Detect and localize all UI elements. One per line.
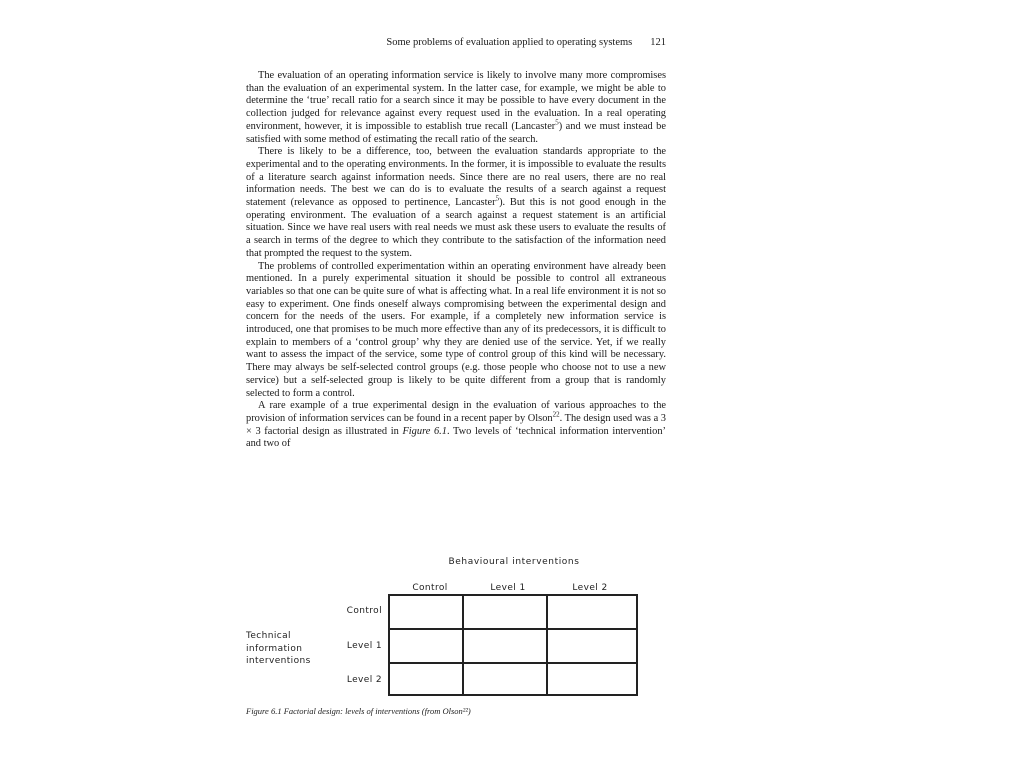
running-head xyxy=(246,36,666,50)
grid-cell xyxy=(463,595,547,629)
figure-reference: Figure 6.1 xyxy=(402,425,447,437)
column-header-level-1: Level 1 xyxy=(490,583,526,593)
side-label: Technical information interventions xyxy=(246,631,311,666)
row-label-control: Control xyxy=(346,606,382,616)
page-number: 121 xyxy=(650,37,666,48)
grid-cell xyxy=(547,629,637,663)
row-label-level-2: Level 2 xyxy=(346,675,382,685)
factorial-design-figure xyxy=(246,555,666,745)
column-header-level-2: Level 2 xyxy=(572,583,608,593)
paragraph-4: A rare example of a true experimental design in the evaluation of various approaches to the provision of information services can be found in a recent paper by Olson$^{22}$. The design used was a 3 × 3 factorial design as illustrated in Figure 6.1. Two levels of ‘technical information intervention’ and two of xyxy=(246,400,667,450)
grid-cell xyxy=(389,663,463,695)
paragraph-3: The problems of controlled experimentation within an operating environment have already been mentioned. In a purely experimental situation it should be possible to control all extraneous variables so that one can be quite sure of what is affecting what. In a real life environment it is not so easy to experiment. One finds oneself always compromising between the experimental design and concern for the needs of the users. For example, if a completely new information service is introduced, one that promises to be much more effective than any of its predecessors, it is difficult to explain to members of a ‘control group’ why they are denied use of the service. Yet, if we really want to assess the impact of the service, some type of control group of this kind will be necessary. There may always be self-selected control groups (e.g. those people who choose not to use a new service) but a self-selected group is likely to be quite different from a group that is randomly selected to form a control. xyxy=(246,260,666,399)
grid-cell xyxy=(463,629,547,663)
row-label-level-1: Level 1 xyxy=(346,641,382,651)
grid-cell xyxy=(547,595,637,629)
grid-cell xyxy=(389,595,463,629)
grid-cell xyxy=(389,629,463,663)
factorial-grid xyxy=(388,594,638,696)
paragraph-2: There is likely to be a difference, too, between the evaluation standards appropriate to the experimental and to the operating environments. In the former, it is impossible to evaluate the results of a literature search against information needs. Since there are no real users, there are no real information needs. The best we can do is to evaluate the results of a search against a request statement (relevance as opposed to pertinence, Lancaster$^5$). But this is not good enough in the operating environment. The evaluation of a search against a request statement is an artificial situation. Since we have real users with real needs we must ask these users to evaluate the results of a search in terms of the degree to which they contribute to the satisfaction of the information need that prompted the request to the system. xyxy=(246,146,666,259)
grid-cell xyxy=(463,663,547,695)
column-header-control: Control xyxy=(412,583,448,593)
grid-cell xyxy=(547,663,637,695)
body-text xyxy=(246,70,666,451)
running-title: Some problems of evaluation applied to operating systems xyxy=(386,37,633,48)
document-page xyxy=(246,36,666,451)
figure-caption: Figure 6.1 Factorial design: levels of interventions (from Olson²²) xyxy=(246,706,471,716)
figure-title: Behavioural interventions xyxy=(448,557,580,567)
paragraph-1: The evaluation of an operating information service is likely to involve many more compromises than the evaluation of an experimental system. In the latter case, for example, we might be able to determine the ‘true’ recall ratio for a search since it may be possible to have every document in the collection judged for relevance against every request used in the evaluation. In a real operating environment, however, it is impossible to establish true recall (Lancaster$^5$) and we must instead be satisfied with some method of estimating the recall ratio of the search. xyxy=(246,70,666,145)
